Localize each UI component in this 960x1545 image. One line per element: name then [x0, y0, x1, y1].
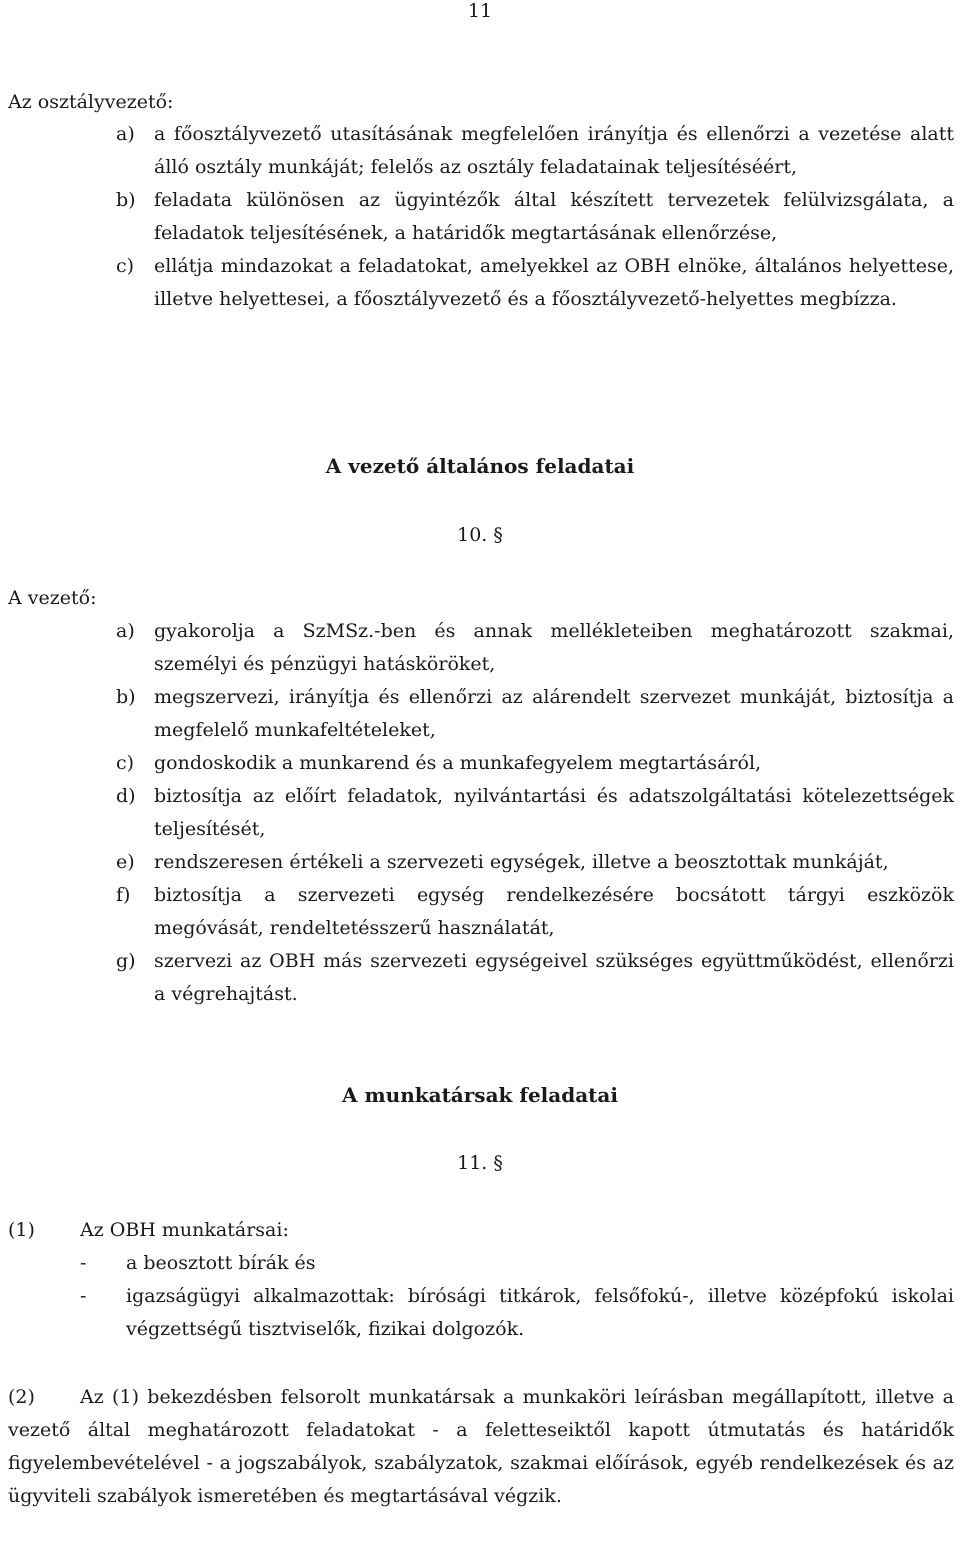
- list-item-text: gyakorolja a SzMSz.-ben és annak mellékleteiben meghatározott szakmai, személyi és pénzügyi hatásköröket,: [154, 620, 954, 675]
- list-item-text: megszervezi, irányítja és ellenőrzi az alárendelt szervezet munkáját, biztosítja a megfelelő munkafeltételeket,: [154, 686, 954, 741]
- paragraph-2-text: Az (1) bekezdésben felsorolt munkatársak a munkaköri leírásban megállapított, illetve a vezető által meghatározott feladatokat - a feletteseiktől kapott útmutatás és határidők figyelembevételével - a jogszabályok, szabályzatok, szakmai előírások, egyéb rendelkezések és az ügyviteli szabályok ismeretében és megtartásával végzik.: [8, 1386, 954, 1507]
- section-number: 10. §: [457, 524, 503, 546]
- list-item-text: szervezi az OBH más szervezeti egységeivel szükséges együttműködést, ellenőrzi a végrehajtást.: [154, 950, 954, 1005]
- dash-marker: -: [80, 1252, 87, 1274]
- osztalyvezeto-intro: Az osztályvezető:: [8, 91, 174, 113]
- paragraph-number: (2): [8, 1386, 35, 1408]
- section-number: 11. §: [457, 1152, 503, 1174]
- list-item-text: biztosítja a szervezeti egység rendelkezésére bocsátott tárgyi eszközök megóvását, rendeltetésszerű használatát,: [154, 884, 954, 939]
- list-item: [80, 1280, 954, 1346]
- list-marker: d): [116, 785, 136, 807]
- list-item-text: a beosztott bírák és: [126, 1252, 316, 1274]
- list-marker: f): [116, 884, 131, 906]
- list-item-text: ellátja mindazokat a feladatokat, amelyekkel az OBH elnöke, általános helyettese, illetve helyettesei, a főosztályvezető és a főosztályvezető-helyettes megbízza.: [154, 255, 954, 310]
- list-item: [116, 747, 954, 780]
- list-marker: b): [116, 189, 136, 211]
- list-item: [116, 846, 954, 879]
- list-item-text: igazságügyi alkalmazottak: bírósági titkárok, felsőfokú-, illetve középfokú iskolai végzettségű tisztviselők, fizikai dolgozók.: [126, 1285, 954, 1340]
- list-item: [116, 184, 954, 250]
- list-item: [116, 250, 954, 316]
- list-item: [116, 681, 954, 747]
- dash-marker: -: [80, 1285, 87, 1307]
- list-item-text: a főosztályvezető utasításának megfelelően irányítja és ellenőrzi a vezetése alatt álló osztály munkáját; felelős az osztály feladatainak teljesítéséért,: [154, 123, 954, 178]
- page-number: 11: [467, 0, 493, 22]
- vezeto-intro: A vezető:: [8, 587, 97, 609]
- list-item: [116, 615, 954, 681]
- list-marker: a): [116, 123, 135, 145]
- list-item: [116, 879, 954, 945]
- list-item-text: biztosítja az előírt feladatok, nyilvántartási és adatszolgáltatási kötelezettségek teljesítését,: [154, 785, 954, 840]
- list-marker: e): [116, 851, 135, 873]
- list-item: [116, 945, 954, 1011]
- heading-staff-duties: A munkatársak feladatai: [342, 1083, 618, 1107]
- vezeto-duties-list: [116, 615, 954, 1011]
- list-marker: c): [116, 255, 135, 277]
- list-item-text: gondoskodik a munkarend és a munkafegyelem megtartásáról,: [154, 752, 762, 774]
- paragraph-number: (1): [8, 1219, 35, 1241]
- list-item: [116, 780, 954, 846]
- osztalyvezeto-duties-list: [116, 118, 954, 316]
- list-marker: g): [116, 950, 136, 972]
- list-item: [80, 1247, 954, 1280]
- list-item: [116, 118, 954, 184]
- paragraph-lead-text: Az OBH munkatársai:: [80, 1219, 289, 1241]
- list-marker: c): [116, 752, 135, 774]
- list-item-text: rendszeresen értékeli a szervezeti egységek, illetve a beosztottak munkáját,: [154, 851, 889, 873]
- list-marker: a): [116, 620, 135, 642]
- list-marker: b): [116, 686, 136, 708]
- list-item-text: feladata különösen az ügyintézők által készített tervezetek felülvizsgálata, a feladatok teljesítésének, a határidők megtartásának ellenőrzése,: [154, 189, 954, 244]
- staff-list: [80, 1247, 954, 1346]
- heading-general-duties: A vezető általános feladatai: [325, 454, 635, 478]
